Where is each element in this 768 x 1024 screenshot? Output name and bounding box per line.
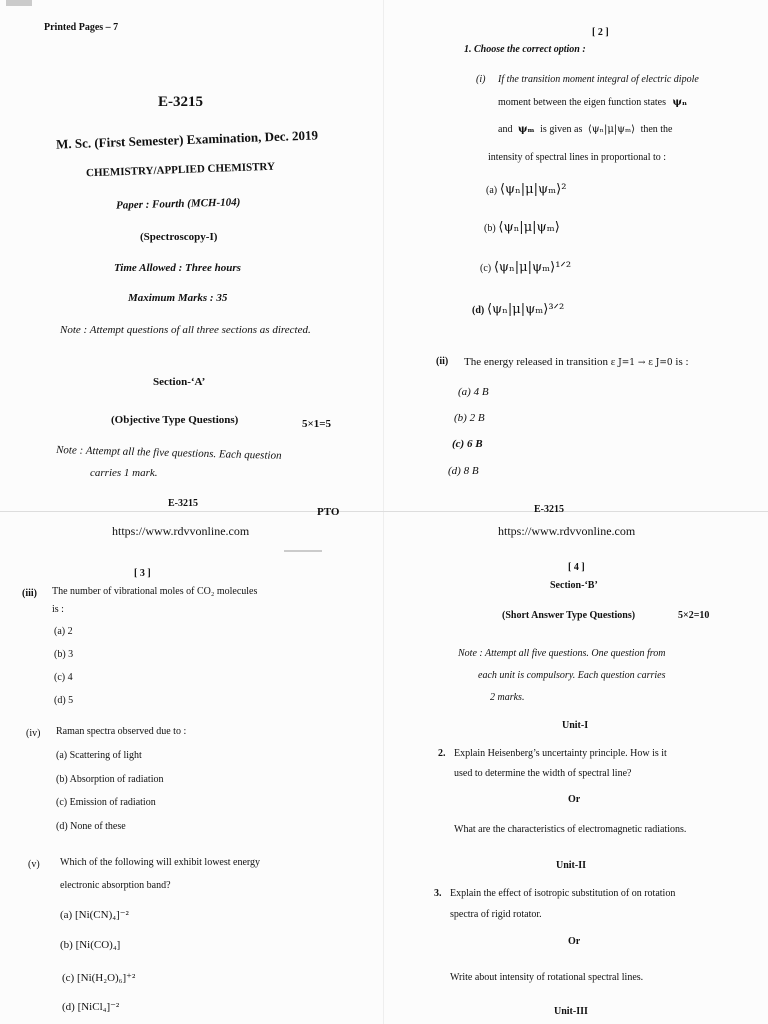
qi-line3 [498, 124, 673, 135]
paper-code: E-3215 [158, 94, 203, 110]
option-b-label: (b) [484, 223, 496, 234]
qii-transition: J=1 → ε J=0 [618, 358, 673, 368]
qiii-option-d: (d) 5 [54, 695, 74, 706]
footer-code: E-3215 [534, 504, 564, 515]
short-answer-heading: (Short Answer Type Questions) [502, 610, 636, 621]
qi-then: then the [640, 124, 673, 135]
or-2: Or [568, 936, 581, 947]
topic: (Spectroscopy-I) [140, 231, 218, 243]
option-d-label: (d) [472, 305, 485, 316]
qiii-option-b: (b) 3 [54, 649, 74, 660]
printed-pages: Printed Pages – 7 [44, 22, 119, 33]
qiii-number: (iii) [22, 588, 37, 599]
note-b-line3: 2 marks. [490, 692, 525, 703]
qv-option-b: (b) [Ni(CO)₄] [60, 939, 121, 951]
or-1: Or [568, 794, 581, 805]
q3-line1: Explain the effect of isotropic substitution of on rotation [450, 888, 676, 899]
subject: CHEMISTRY/APPLIED CHEMISTRY [85, 160, 276, 180]
option-c-expr: ⟨ψₙ|μ|ψₘ⟩¹ᐟ² [493, 260, 572, 275]
note-b-line1: Note : Attempt all five questions. One question from [458, 648, 666, 659]
qiii-text-2: is : [52, 604, 64, 615]
source-url-left: https://www.rdvvonline.com [112, 524, 250, 538]
qiv-option-a: (a) Scattering of light [56, 750, 142, 761]
qi-text-2: moment between the eigen function states [498, 97, 667, 108]
unit-2: Unit-II [556, 860, 587, 871]
source-url-right: https://www.rdvvonline.com [498, 524, 636, 538]
option-b-expr: ⟨ψₙ|μ|ψₘ⟩ [498, 220, 560, 235]
qi-line2 [498, 97, 687, 108]
q2-line1: Explain Heisenberg’s uncertainty principle. How is it [454, 748, 667, 759]
note-a-line2: carries 1 mark. [90, 467, 158, 479]
q2-alternative: What are the characteristics of electromagnetic radiations. [454, 824, 687, 835]
option-a [486, 182, 566, 197]
unit-3: Unit-III [554, 1006, 588, 1017]
exam-title: M. Sc. (First Semester) Examination, Dec. 2019 [55, 127, 319, 152]
qii-question: The energy released in transition ε [464, 356, 616, 368]
psi-n: ψₙ [672, 97, 688, 108]
qiii-option-a: (a) 2 [54, 626, 73, 637]
qi-and: and [498, 124, 513, 135]
qv-option-c: (c) [Ni(H₂O)₆]⁺² [62, 972, 136, 984]
page-4 [384, 512, 768, 1024]
unit-1: Unit-I [562, 720, 589, 731]
option-d-expr: ⟨ψₙ|μ|ψₘ⟩³ᐟ² [486, 302, 565, 317]
qv-text: Which of the following will exhibit lowest energy [60, 857, 261, 868]
psi-m: ψₘ [517, 124, 535, 135]
option-a-label: (a) [486, 185, 498, 196]
qiii-option-c: (c) 4 [54, 672, 73, 683]
time-allowed: Time Allowed : Three hours [114, 262, 241, 274]
qii-is: is : [675, 356, 689, 368]
transition-moment: ⟨ψₙ|μ|ψₘ⟩ [587, 124, 636, 135]
question-1: 1. Choose the correct option : [464, 44, 586, 55]
option-d [472, 302, 564, 317]
qv-option-a: (a) [Ni(CN)₄]⁻² [60, 909, 129, 921]
qiv-text: Raman spectra observed due to : [56, 726, 187, 737]
objective-marks: 5×1=5 [302, 418, 332, 430]
scan-smudge [284, 550, 322, 552]
qv-number: (v) [28, 859, 40, 870]
qii-option-b: (b) 2 B [454, 412, 485, 424]
qii-option-a: (a) 4 B [458, 386, 489, 398]
q3-line2: spectra of rigid rotator. [450, 909, 542, 920]
qi-line1 [498, 74, 699, 85]
paper-name: Paper : Fourth (MCH-104) [115, 196, 241, 212]
page-number: [ 3 ] [134, 568, 151, 579]
qv-text-2: electronic absorption band? [60, 880, 171, 891]
qiii-text: The number of vibrational moles of CO₂ molecules [52, 586, 258, 597]
pto: PTO [317, 506, 340, 518]
maximum-marks: Maximum Marks : 35 [128, 292, 228, 304]
page-1 [0, 0, 384, 518]
option-b [484, 220, 560, 235]
qiv-number: (iv) [26, 728, 41, 739]
qiv-option-b: (b) Absorption of radiation [56, 774, 164, 785]
section-b: Section-‘B’ [550, 580, 598, 591]
footer-code: E-3215 [168, 498, 198, 509]
qi-line4: intensity of spectral lines in proportional to : [488, 152, 667, 163]
q3-number: 3. [434, 888, 442, 899]
note-general: Note : Attempt questions of all three sections as directed. [60, 324, 311, 336]
qv-option-d: (d) [NiCl₄]⁻² [62, 1001, 120, 1013]
page-number: [ 4 ] [568, 562, 585, 573]
page-2 [384, 0, 768, 515]
short-answer-marks: 5×2=10 [678, 610, 710, 621]
note-a-line1: Note : Attempt all the five questions. Each question [55, 444, 282, 462]
qii-option-c: (c) 6 B [452, 438, 483, 450]
qii-option-d: (d) 8 B [448, 465, 479, 477]
option-a-expr: ⟨ψₙ|μ|ψₘ⟩² [499, 182, 567, 197]
qi-text-1: If the transition moment integral of electric dipole [498, 74, 699, 85]
qi-number: (i) [476, 74, 486, 85]
q2-line2: used to determine the width of spectral line? [454, 768, 632, 779]
page-number: [ 2 ] [592, 27, 609, 38]
q2-number: 2. [438, 748, 446, 759]
scan-smudge [6, 0, 32, 6]
page-3 [0, 512, 384, 1024]
qii-text [464, 356, 689, 368]
option-c [480, 260, 571, 275]
objective-heading: (Objective Type Questions) [111, 414, 239, 426]
option-c-label: (c) [480, 263, 492, 274]
qi-given: is given as [540, 124, 583, 135]
note-b-line2: each unit is compulsory. Each question carries [478, 670, 666, 681]
section-a: Section-‘A’ [153, 376, 206, 388]
qii-number: (ii) [436, 356, 449, 367]
qiv-option-c: (c) Emission of radiation [56, 797, 156, 808]
qiv-option-d: (d) None of these [56, 821, 126, 832]
q3-alternative: Write about intensity of rotational spectral lines. [450, 972, 644, 983]
